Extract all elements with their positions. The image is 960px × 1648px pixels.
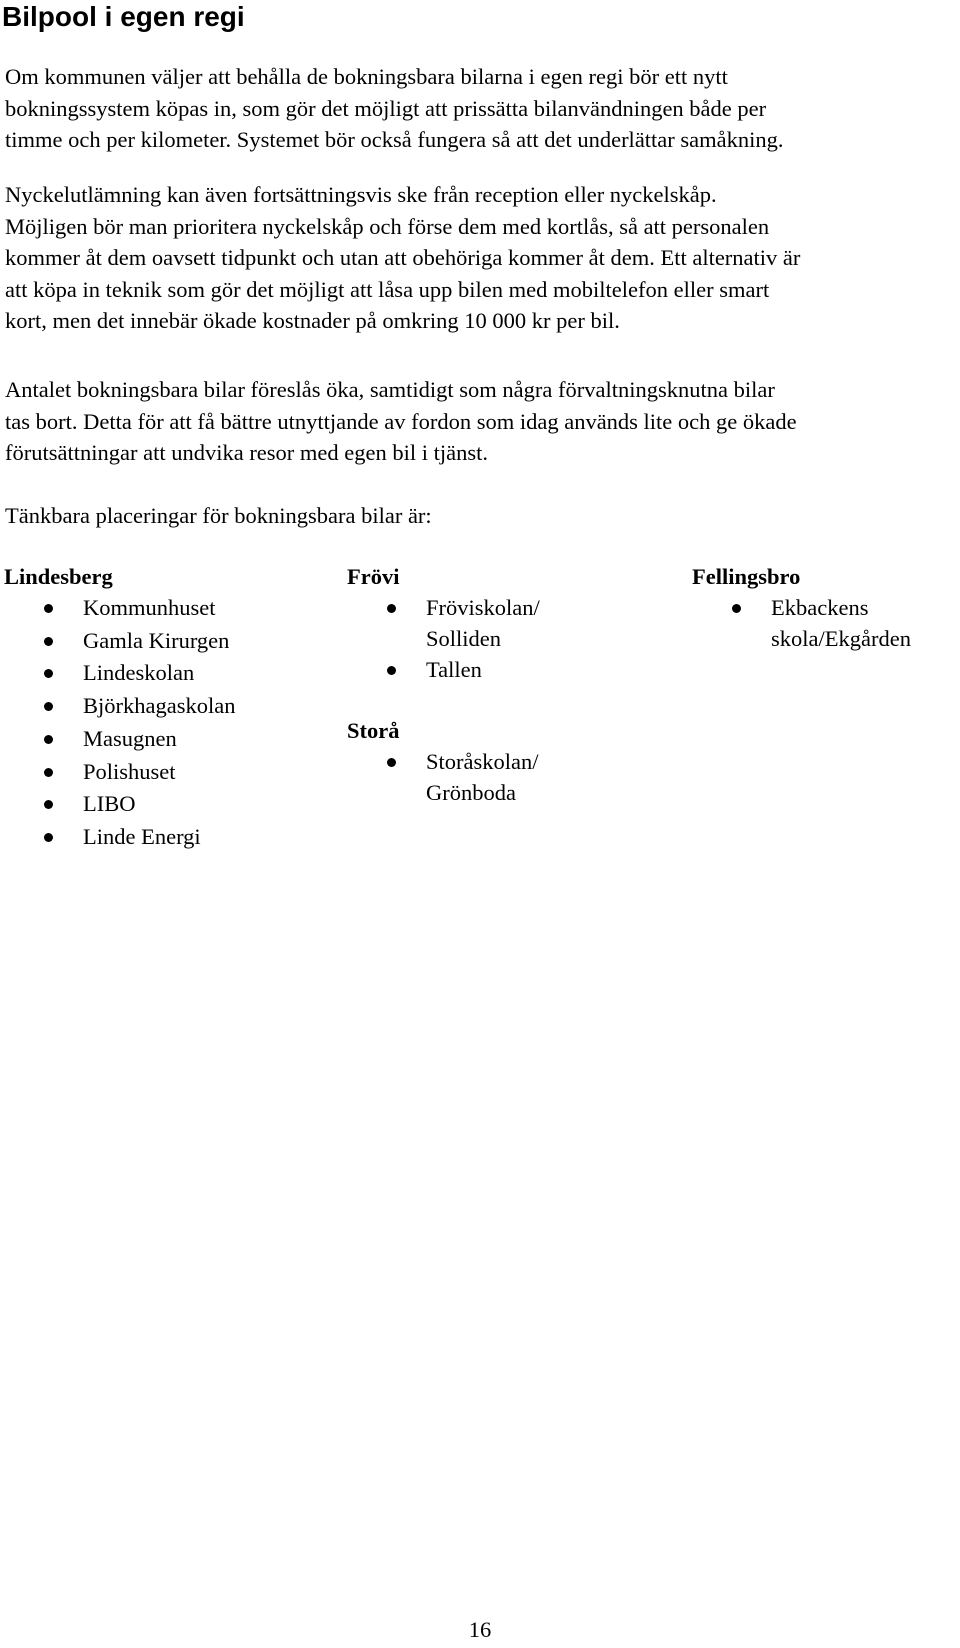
section-heading: Bilpool i egen regi xyxy=(2,1,245,32)
paragraph-bilpool-intro: Om kommunen väljer att behålla de bokningsbara bilarna i egen regi bör ett nytt bokningssystem köpas in, som gör det möjligt att prissätta bilanvändningen både per timme och per kilometer. Systemet bör också fungera så att det underlättar samåkning. xyxy=(5,64,784,152)
list-item: Fröviskolan/ Solliden xyxy=(347,592,647,654)
list-item: Tallen xyxy=(347,654,647,687)
location-list-stora xyxy=(347,746,647,808)
page-number: 16 xyxy=(468,1617,492,1642)
location-title-fellingsbro: Fellingsbro xyxy=(692,564,801,589)
bullet-icon xyxy=(44,702,53,711)
paragraph-nyckelutlamning: Nyckelutlämning kan även fortsättningsvis ske från reception eller nyckelskåp. Möjligen bör man prioritera nyckelskåp och förse dem med kortlås, så att personalen kommer åt dem oavsett tidpunkt och utan att obehöriga kommer åt dem. Ett alternativ är att köpa in teknik som gör det möjligt att låsa upp bilen med mobiltelefon eller smart kort, men det innebär ökade kostnader på omkring 10 000 kr per bil. xyxy=(5,182,801,333)
location-list-frovi xyxy=(347,592,647,687)
location-list-lindesberg xyxy=(4,592,304,854)
list-item: Polishuset xyxy=(4,756,304,789)
bullet-icon xyxy=(44,669,53,678)
bullet-icon xyxy=(44,768,53,777)
location-column-lindesberg xyxy=(4,561,304,854)
bullet-icon xyxy=(387,758,396,767)
list-item: Storåskolan/ Grönboda xyxy=(347,746,647,808)
location-list-fellingsbro xyxy=(692,592,958,654)
bullet-icon xyxy=(44,833,53,842)
paragraph-placeringar-intro: Tänkbara placeringar för bokningsbara bilar är: xyxy=(5,503,432,528)
section-spacer xyxy=(347,687,647,715)
list-item: Björkhagaskolan xyxy=(4,690,304,723)
location-title-stora: Storå xyxy=(347,717,400,743)
bullet-icon xyxy=(387,604,396,613)
list-item: Gamla Kirurgen xyxy=(4,625,304,658)
bullet-icon xyxy=(732,604,741,613)
location-title-frovi: Frövi xyxy=(347,564,400,589)
bullet-icon xyxy=(44,735,53,744)
list-item: Ekbackens skola/Ekgården xyxy=(692,592,958,654)
paragraph-antalet-bilar: Antalet bokningsbara bilar föreslås öka, samtidigt som några förvaltningsknutna bilar tas bort. Detta för att få bättre utnyttjande av fordon som idag används lite och ge ökade förutsättningar att undvika resor med egen bil i tjänst. xyxy=(5,377,797,465)
list-item: Linde Energi xyxy=(4,821,304,854)
list-item: Masugnen xyxy=(4,723,304,756)
location-column-fellingsbro xyxy=(692,561,958,654)
bullet-icon xyxy=(44,637,53,646)
location-title-lindesberg: Lindesberg xyxy=(4,564,113,589)
list-item: Lindeskolan xyxy=(4,657,304,690)
bullet-icon xyxy=(387,666,396,675)
list-item: LIBO xyxy=(4,788,304,821)
location-column-frovi-stora xyxy=(347,561,647,808)
bullet-icon xyxy=(44,800,53,809)
list-item: Kommunhuset xyxy=(4,592,304,625)
bullet-icon xyxy=(44,604,53,613)
